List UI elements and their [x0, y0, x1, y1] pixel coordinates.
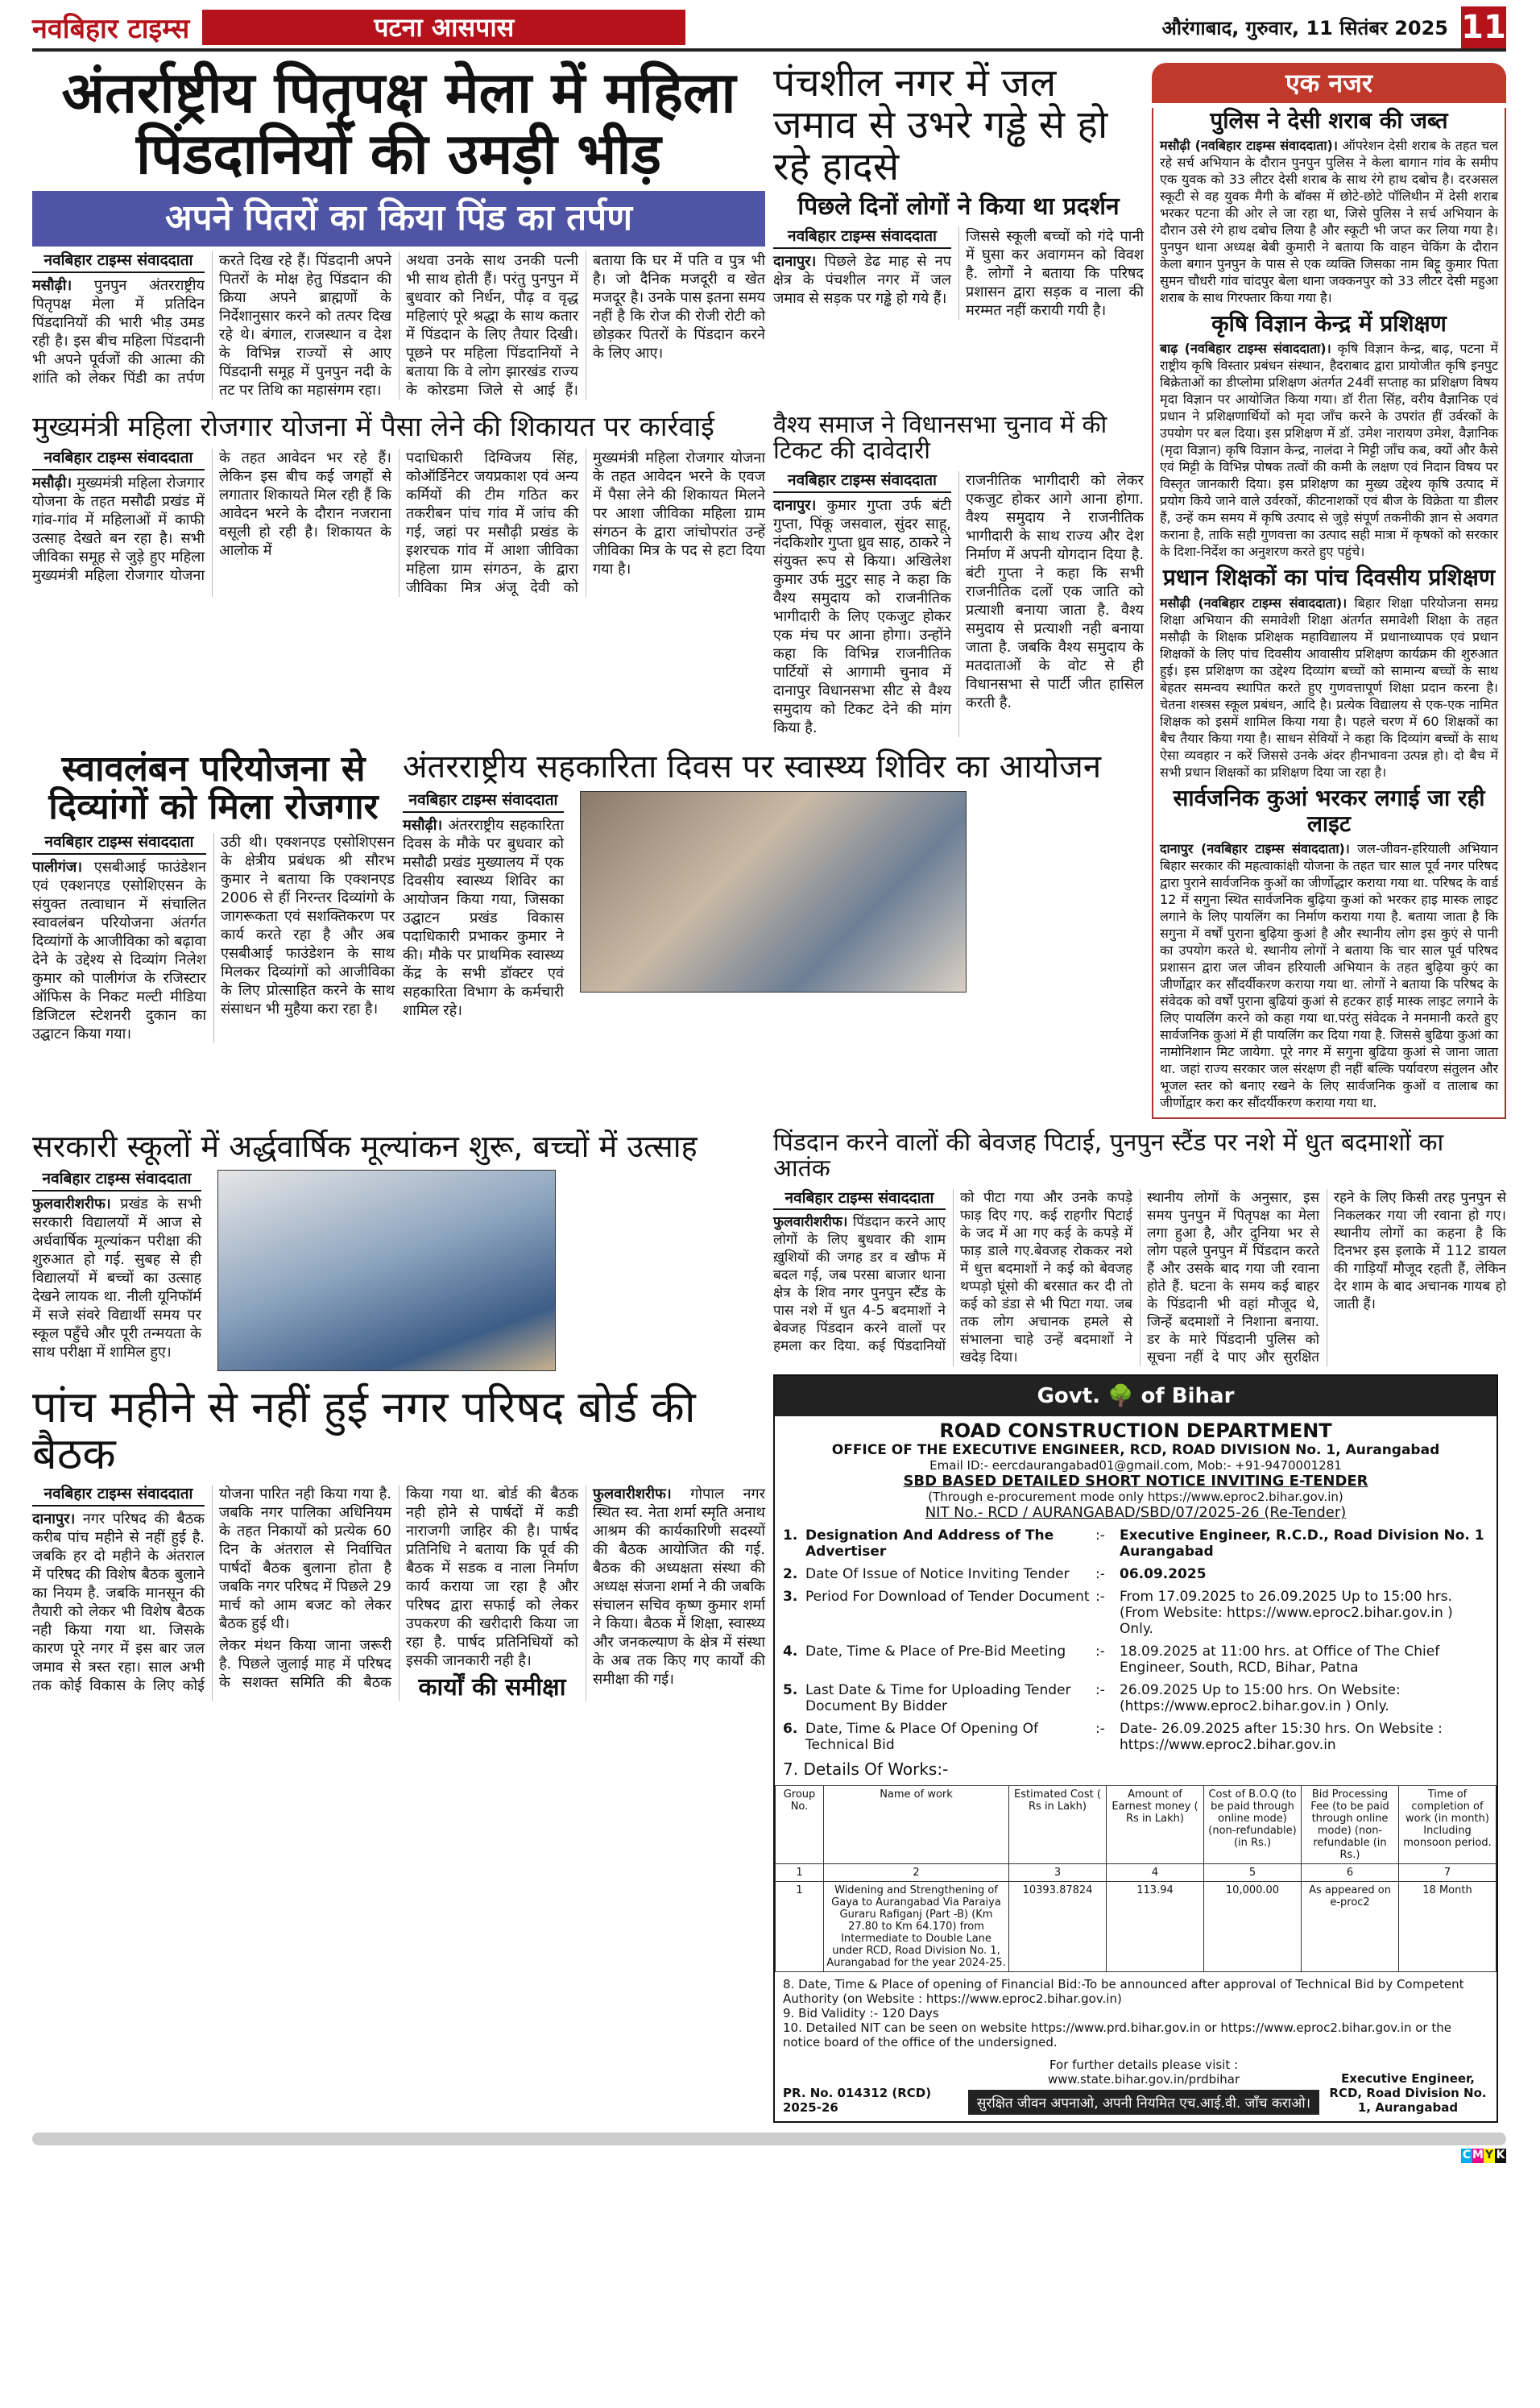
- brief-liquor-seized: [1153, 108, 1505, 306]
- dateline: फुलवारीशरीफ।: [593, 1485, 672, 1502]
- details-title: 7. Details Of Works:-: [783, 1759, 949, 1779]
- paragraph: बिहार शिक्षा परियोजना समग्र शिक्षा अभियान की समावेशी शिक्षा अंतर्गत समावेशी शिक्षा के तहत मसौढ़ी के शिक्षक प्रशिक्षक महाविद्यालय में प्रधानाध्यापक एवं प्रधान शिक्षकों के लिए पांच दिवसीय आवासीय प्रशिक्षण कार्यक्रम की शुरुआत हुई। इस प्रशिक्षण का उद्देश्य दिव्यांग बच्चों को सामान्य बच्चों के साथ बेहतर समन्वय स्थापित करते हुए गुणवत्तापूर्ण शिक्षा प्रदान करना है। चेतना शस्त्रस स्कूल प्रबंधन, आदि है। प्रत्येक विद्यालय से एक-एक नामित शिक्षक को इसमें शामिल किया गया है। पहले चरण में 60 शिक्षकों का बैच तैयार किया गया है। साधन सेवियों ने कहा कि दिव्यांग बच्चों के साथ ऐसा व्यवहार न करें जिससे उनके अंदर हीनभावना उत्पन्न हो। दो बैच में सभी प्रधान शिक्षकों का प्रशिक्षण दिया जा रहा है।: [1160, 595, 1498, 780]
- byline: नवबिहार टाइम्स संवाददाता: [403, 791, 564, 813]
- swavalamban-headline: स्वावलंबन परियोजना से दिव्यांगों को मिला रोजगार: [48, 748, 379, 828]
- bihar-text: of Bihar: [1141, 1383, 1235, 1408]
- dateline: मसौढ़ी।: [32, 276, 72, 294]
- paragraph: पदाधिकारी दिग्विजय सिंह, कोऑर्डिनेटर जयप्रकाश एवं अन्य कर्मियों की टीम गठित कर तकरीबन पांच गांव में जांच की गई, जहां पर मसौढ़ी प्रखंड के इशरचक गांव में आशा जीविका महिला ग्राम संगठन, के द्वारा जीविका मित्र अंजू देवी को मुख्यमंत्री महिला रोजगार योजना के तहत आवेदन भरने के एवज में पैसा लेने की शिकायत मिलने पर आशा जीविका महिला ग्राम संगठन के द्वारा जांचोपरांत उन्हें जीविका मित्र के पद से हटा दिया गया है।: [406, 449, 765, 596]
- vaishya-headline: वैश्य समाज ने विधानसभा चुनाव में की टिकट की दावेदारी: [773, 410, 1107, 466]
- dateline: बाढ़ (नवबिहार टाइम्स संवाददाता)।: [1160, 341, 1331, 357]
- paragraph: जिससे स्कूली बच्चों को गंदे पानी में घुसा कर अवागमन को विवश है. लोगों ने बताया कि परिषद प्रशासन द्वारा सड़क व नाला की मरम्मत नहीं करायी गयी है।: [966, 227, 1144, 319]
- cmyk-c: C: [1462, 2148, 1472, 2161]
- byline: नवबिहार टाइम्स संवाददाता: [773, 227, 951, 249]
- paragraph: राजनीतिक भागीदारी को लेकर एकजुट होकर आगे आना होगा. वैश्य समुदाय ने राजनीतिक भागीदारी के साथ राज्य और देश निर्माण में अपनी योगदान दिया है. बंटी गुप्ता ने कहा कि सभी राजनीतिक दलों एक जाति को प्रत्याशी बनाया जाता है. वैश्य समुदाय से प्रत्याशी नही बनाया जाता है. जबकि वैश्य समुदाय के मतदाताओं के वोट से ही विधानसभा से पार्टी जीत हासिल करती है.: [966, 471, 1144, 711]
- registration-bar: [32, 2132, 1506, 2145]
- cmyk-k: K: [1496, 2148, 1505, 2161]
- cmyk-m: M: [1472, 2148, 1484, 2161]
- brief-headline: कृषि विज्ञान केन्द्र में प्रशिक्षण: [1211, 310, 1447, 338]
- byline: नवबिहार टाइम्स संवाददाता: [32, 449, 205, 470]
- brief-headline: पुलिस ने देसी शराब की जब्त: [1210, 107, 1448, 134]
- brief-headline: सार्वजनिक कुआं भरकर लगाई जा रही लाइट: [1173, 784, 1485, 837]
- table-header-row: Group No. Name of work Estimated Cost ( Rs in Lakh) Amount of Earnest money ( Rs in Lakh) Cost of B.O.Q (to be paid through online mode) (non-refundable) (in Rs.) Bid Processing Fee (to be paid through online mode) (non-refundable (in Rs.) Time of completion of work (in month) Including monsoon period.: [776, 1785, 1497, 1863]
- nagar-parishad-story: [32, 1381, 765, 1701]
- signatory: Executive Engineer, RCD, Road Division No. 1, Aurangabad: [1329, 2070, 1487, 2115]
- rojgar-story: [32, 412, 765, 597]
- rojgar-body: [32, 449, 765, 597]
- paragraph: कृषि विज्ञान केन्द्र, बाढ़, पटना में राष्ट्रीय कृषि विस्तार प्रबंधन संस्थान, हैदराबाद द्वारा प्रायोजीत कृषि इनपुट बिक्रेताओं का डीप्लोमा प्रशिक्षण अंतर्गत 24वीं सप्ताह का प्रशिक्षण विषय मृदा विज्ञान पर आयोजित किया गया। डॉ रीता सिंह, वरीय वैज्ञानिक एवं प्रधान ने प्रशिक्षणार्थियों को मृदा जाँच करने के उपरांत हीं उर्वरकों के उपयोग पर बल दिया। इस प्रशिक्षण में डॉ. उमेश नारायण उमेश, वैज्ञानिक (मृदा विज्ञान) कृषि विज्ञान केन्द्र, नालंदा ने मिट्टी जाँच कब, क्यों और कैसे एवं मिट्टी के विभिन्न पोषक तत्वों की कमी के लक्षण एवं निदान विषय पर विस्तृत जानकारी दिया। इस प्रशिक्षण का मुख्य उद्देश्य कृषि उत्पाद में प्रयोग किये जाने वाले उर्वरकों, कीटनाशकों एवं बीज के विक्रेता या डीलर हैं, उन्हें कम समय में कृषि उत्पाद से जुड़े संपूर्ण तकनीकी ज्ञान से अवगत कराना है, ताकि सही गुणवत्ता का उत्पाद सही मात्रा में कृषकों को सरकार के दिशा-निर्देश का अनुशरण करते हुए पहुंचे।: [1160, 341, 1498, 560]
- panchsheel-story: [773, 60, 1144, 320]
- pindan-headline: पिंडदान करने वालों की बेवजह पिटाई, पुनपुन स्टैंड पर नशे में धुत बदमाशों का आतंक: [773, 1128, 1444, 1183]
- ek-nazar-column: [1152, 63, 1506, 1119]
- swavalamban-story: [32, 750, 395, 1043]
- tender-contact: Email ID:- eercdaurangabad01@gmail.com, Mob:- +91-9470001281: [929, 1457, 1342, 1473]
- school-headline: सरकारी स्कूलों में अर्द्धवार्षिक मूल्यांकन शुरू, बच्चों में उत्साह: [32, 1128, 698, 1164]
- brief-teacher-training: [1153, 565, 1505, 780]
- sahakarita-headline: अंतरराष्ट्रीय सहकारिता दिवस पर स्वास्थ्य शिविर का आयोजन: [403, 748, 1102, 785]
- section-title: पटना आसपास: [202, 10, 685, 45]
- row-2: [32, 412, 1144, 737]
- byline: नवबिहार टाइम्स संवाददाता: [773, 471, 951, 493]
- lead-story: [32, 60, 765, 400]
- panchsheel-subheadline: पिछले दिनों लोगों ने किया था प्रदर्शन: [797, 193, 1120, 222]
- pindan-body: [773, 1189, 1506, 1366]
- sahakarita-content: [403, 791, 1144, 1023]
- dateline: दानापुर।: [773, 496, 817, 514]
- byline: नवबिहार टाइम्स संवाददाता: [32, 1485, 205, 1507]
- byline: नवबिहार टाइम्स संवाददाता: [32, 1170, 201, 1192]
- nagar-parishad-body: [32, 1485, 765, 1701]
- tender-advertisement: [773, 1374, 1498, 2123]
- dateline: मसौढ़ी।: [32, 474, 72, 491]
- tender-mode: (Through e-procurement mode only https://www.eproc2.bihar.gov.in): [928, 1489, 1343, 1504]
- dateline: फुलवारीशरीफ।: [773, 1213, 848, 1230]
- tender-item: 2. Date Of Issue of Notice Inviting Tender :- 06.09.2025: [783, 1565, 1207, 1582]
- paragraph: प्रखंड के सभी सरकारी विद्यालयों में आज से अर्धवार्षिक मूल्यांकन परीक्षा की शुरुआत हो गई. सुबह से ही विद्यालयों में बच्चों का उत्साह देखने लायक था. नीली यूनिफॉर्म में सजे संवरे विद्यार्थी समय पर स्कूल पहुँचे और पूरी तन्मयता के साथ परीक्षा में शामिल हुए।: [32, 1195, 201, 1361]
- paragraph: जल-जीवन-हरियाली अभियान बिहार सरकार की महत्वाकांक्षी योजना के तहत चार साल पूर्व नगर परिषद द्वारा पुराने सार्वजनिक कुओं का जीर्णोद्धार कराया गया था. परिषद के वार्ड 12 में सगुना स्थित सार्वजनिक बुढ़िया कुआं को भरकर हाइ मास्क लाइट लगाने के लिए पायलिंग का निर्माण कराया गया है. बताया जाता है कि सगुना में वर्षों पुराना बुढ़िया कुआं है और स्थानीय लोग इस कुएं से पानी का उपयोग करते थे. स्थानीय लोगों ने बताया कि चार साल पूर्व परिषद प्रशासन द्वारा जल जीवन हरियाली अभियान के तहत बुढ़िया कुएं का जीर्णोद्वार कर सौंदर्यीकरण कराया गया था. लोगों ने बताया कि परिषद के संवेदक को वर्षों पुराना बुढियां कुआं से हटकर हाई मास्क लाइट लगाने के लिए पायलिंग करने को कहा गया था.परंतु संवेदक ने मनमानी करते हुए सार्वजनिक कुआं में ही पायलिंग कर दिया गया है. जिससे बुढिया कुआं का नामोनिशान मिट जायेगा. पूरे नगर में सगुना बुढिया कुआं से जाना जाता था. जहां राज्य सरकार जल संरक्षण ही नहीं बल्कि पर्यावरण संतुलन और भूजल स्तर को बनाए रखने के लिए सार्वजनिक कुओं व तालाब का जीर्णोद्वार करा कर सौंदर्यीकरण कराया गया था.: [1160, 840, 1498, 1110]
- lower-left-block: [32, 1130, 765, 1701]
- lower-right-block: [773, 1130, 1506, 2123]
- vaishya-body: [773, 471, 1144, 737]
- works-table: [775, 1785, 1497, 1972]
- tender-item: 6. Date, Time & Place Of Opening Of Technical Bid :- Date- 26.09.2025 after 15:30 hrs. On Website : https://www.eproc2.bihar.gov.in: [783, 1720, 1443, 1753]
- tender-item: 3. Period For Download of Tender Document :- From 17.09.2025 to 26.09.2025 Up to 15:00 hrs. (From Website: https://www.eproc2.bihar.gov.in ) Only.: [783, 1588, 1453, 1637]
- classroom-photo: [217, 1170, 556, 1371]
- edition-date: औरंगाबाद, गुरुवार, 11 सितंबर 2025: [1161, 16, 1448, 39]
- vaishya-story: [773, 412, 1144, 737]
- dateline: मसौढ़ी।: [403, 816, 443, 834]
- tender-item: 5. Last Date & Time for Uploading Tender Document By Bidder :- 26.09.2025 Up to 15:00 hrs. On Website: (https://www.eproc2.bihar.gov.in ) Only.: [783, 1681, 1401, 1714]
- paragraph: पुनपुन अंतरराष्ट्रीय पितृपक्ष मेला में प्रतिदिन पिंडदानियों की भारी भीड़ उमड रही है। इस बीच महिला पिंडदानी भी अपने पूर्वजों की आत्मा की शांति को लेकर पिंडी का तर्पण करते दिख रहे हैं। पिंडदानी अपने पितरों के मोक्ष हेतु पिंडदान की क्रिया अपने ब्राह्मणों के निर्देशानुसार करने को तत्पर दिख रहे थे। बंगाल, राजस्थान व देश के विभिन्न राज्यों से आए पिंडदानी समूह में पुनपुन नदी के तट पर तिथि का महासंगम रहा।: [32, 251, 391, 399]
- tender-note: 10. Detailed NIT can be seen on website https://www.prd.bihar.gov.in or https://www.eproc2.bihar.gov.in or the notice board of the office of the undersigned.: [783, 2020, 1451, 2049]
- cmyk-y: Y: [1484, 2148, 1494, 2161]
- paragraph: मुख्यमंत्री महिला रोजगार योजना के तहत मसौढी प्रखंड में गांव-गांव में महिलाओं में काफी उत्साह देखते बन रहा है। सभी जीविका समूह से जुड़े हुए महिला मुख्यमंत्री महिला रोजगार योजना के तहत आवेदन भर रहे हैं। लेकिन इस बीच कई जगहों से लगातार शिकायते मिल रही हैं कि आवेदन भरने के दौरान नजराना वसूली हो रही है। शिकायत के आलोक में: [32, 449, 391, 584]
- paragraph: कुमार गुप्ता उर्फ बंटी गुप्ता, पिंकू जसवाल, सुंदर साहू, नंदकिशोर गुप्ता ध्रुव साह, ठाकरे ने संयुक्त रूप से किया। अखिलेश कुमार उर्फ मुटुर साह ने कहा कि वैश्य समुदाय को राजनीतिक भागीदारी के लिए एकजुट होकर एक मंच पर आना होगा। उन्होंने कहा कि विभिन्न राजनीतिक पार्टियों से आगामी चुनाव में दानापुर विधानसभा सीट से वैश्य समुदाय को टिकट देने की मांग किया है.: [773, 496, 951, 736]
- tender-note: 9. Bid Validity :- 120 Days: [783, 2005, 939, 2020]
- newspaper-logo: नवबिहार टाइम्स: [32, 13, 190, 45]
- dateline: दानापुर।: [773, 252, 817, 270]
- byline: नवबिहार टाइम्स संवाददाता: [32, 251, 205, 273]
- lower-band: [32, 1130, 1506, 2123]
- page-number: 11: [1461, 6, 1506, 48]
- school-content: [32, 1170, 765, 1371]
- ek-nazar-label: एक नजर: [1152, 63, 1506, 103]
- lead-story-body: [32, 251, 765, 400]
- paragraph: पिछले डेढ माह से नप क्षेत्र के पंचशील नगर में जल जमाव से सड़क पर गड्ढे हो गये हैं।: [773, 252, 951, 307]
- panchsheel-headline: पंचशील नगर में जल जमाव से उभरे गड्ढे से हो रहे हादसे: [773, 60, 1108, 189]
- dateline: दानापुर (नवबिहार टाइम्स संवाददाता)।: [1160, 840, 1350, 856]
- byline: नवबिहार टाइम्स संवाददाता: [773, 1189, 946, 1210]
- tender-title: SBD BASED DETAILED SHORT NOTICE INVITING E-TENDER: [903, 1472, 1368, 1490]
- table-index-row: 1 2 3 4 5 6 7: [776, 1863, 1497, 1881]
- brief-headline: प्रधान शिक्षकों का पांच दिवसीय प्रशिक्षण: [1162, 564, 1496, 591]
- tender-item: 4. Date, Time & Place of Pre-Bid Meeting :- 18.09.2025 at 11:00 hrs. at Office of The Chief Engineer, South, RCD, Bihar, Patna: [783, 1643, 1440, 1676]
- lead-headline: अंतर्राष्ट्रीय पितृपक्ष मेला में महिला पिंडदानियों की उमड़ी भीड़: [61, 60, 736, 187]
- rojgar-headline: मुख्यमंत्री महिला रोजगार योजना में पैसा लेने की शिकायत पर कार्रवाई: [32, 410, 714, 443]
- table-row: 1 Widening and Strengthening of Gaya to Aurangabad Via Paraiya Guraru Rafiganj (Part -B) (Km 27.80 to Km 64.170) from Intermediate to Double Lane under RCD, Road Division No. 1, Aurangabad for the year 2024-25. 10393.87824 113.94 10,000.00 As appeared on e-proc2 18 Month: [776, 1881, 1497, 1971]
- byline: नवबिहार टाइम्स संवाददाता: [32, 833, 206, 855]
- paragraph: पिंडदान करने आए लोगों के लिए बुधवार की शाम ख़ुशियों की जगह डर व खौफ में बदल गई, जब परसा बाजार थाना क्षेत्र के शिव नगर पुनपुन स्टैंड के पास नशे में धुत 4-5 बदमाशों ने बेवजह पिंडदान करने वालों पर हमला कर दिया. कई पिंडदानियों को पीटा गया और उनके कपड़े फाड़ दिए गए. कई राहगीर पिटाई के जद में आ गए कई के कपड़े में फाड़ डाले गए.बेवजह रोककर नशे में धुत्त बदमाशों ने कई को बेवजह थप्पड़ो घूंसो की बरसात कर दी तो कई को डंडा से भी पिटा गया. जब तक लोग अचानक हमले से संभालना चाहे उन्हें बदमाशों ने खदेड़ दिया।: [773, 1189, 1132, 1366]
- paragraph: एसबीआई फाउंडेशन एवं एक्शनएड एसोशिएसन के संयुक्त तत्वाधान में संचालित स्वावलंबन परियोजना अंतर्गत दिव्यांगों के आजीविका को बढ़ावा देने के उद्देश्य से दिव्यांग निलेश कुमार को पालीगंज के रजिस्टार ऑफिस के निकट मल्टी मीडिया डिजिटल स्टेशनरी दुकान का उद्घाटन किया गया।: [32, 858, 206, 1042]
- dateline: पालीगंज।: [32, 858, 83, 876]
- review-subheadline: कार्यों की समीक्षा: [418, 1672, 566, 1701]
- sahakarita-body: [403, 791, 564, 1023]
- swavalamban-body: [32, 833, 395, 1043]
- paragraph: अथवा उनके साथ उनकी पत्नी भी साथ होती हैं। परंतु पुनपुन में बुधवार को निर्धन, पौढ़ व वृद्ध महिलाएं पूरे श्रद्धा के साथ कतार में पिंडदान के लिए तैयार दिखी। पूछने पर महिला पिंडदानियों ने बताया कि वे लोग झारखंड राज्य के कोरडमा जिले से आई हैं। बताया कि घर में पति व पुत्र भी है। जो दैनिक मजदूरी व खेत मजदूर है। उनके पास इतना समय नहीं है कि रोज की रोजी रोटी को छोड़कर पितरों के पिंडदान करने के लिए आए।: [406, 251, 765, 399]
- school-body: [32, 1170, 201, 1365]
- paragraph: उठी थी। एक्शनएड एसोशिएसन के क्षेत्रीय प्रबंधक श्री सौरभ कुमार ने बताया कि एक्शनएड 2006 से हीं निरन्तर दिव्यांगो के जागरूकता एवं सशक्तिकरण पर कार्य करते रहा है और अब एसबीआई फाउंडेशन के साथ मिलकर दिव्यांगों को आजीविका के लिए प्रोत्साहित करने के साथ संसाधन भी मुहैया करा रहा है।: [221, 833, 395, 1017]
- panchsheel-body: [773, 227, 1144, 320]
- upper-left-block: [32, 60, 1144, 1043]
- govt-bihar-header: [775, 1376, 1497, 1416]
- tender-signoff: [775, 2054, 1497, 2121]
- dateline: फुलवारीशरीफ।: [32, 1195, 111, 1212]
- dateline: मसौढ़ी (नवबिहार टाइम्स संवाददाता)।: [1160, 138, 1338, 154]
- pr-number: PR. No. 014312 (RCD) 2025-26: [783, 2085, 932, 2115]
- cmyk-marks: [32, 2149, 1506, 2163]
- school-story: [32, 1130, 765, 1371]
- tender-office: OFFICE OF THE EXECUTIVE ENGINEER, RCD, ROAD DIVISION No. 1, Aurangabad: [831, 1441, 1440, 1458]
- paragraph: गोपाल नगर स्थित स्व. नेता शर्मा स्मृति अनाथ आश्रम की कार्यकारिणी सदस्यों की बैठक आयोजित की गई. बैठक की अध्यक्षता संस्था की अध्यक्ष संजना शर्मा ने की जबकि संचालन सचिव कृष्ण कुमार शर्मा ने किया। बैठक में शिक्षा, स्वास्थ्य और जनकल्याण के क्षेत्र में संस्था के अब तक किए गए कार्यों की समीक्षा की गई।: [593, 1485, 765, 1688]
- dateline: दानापुर।: [32, 1510, 76, 1527]
- tender-note: 8. Date, Time & Place of opening of Financial Bid:-To be announced after approval of Technical Bid by Competent Authority (on Website : https://www.eproc2.bihar.gov.in): [783, 1976, 1464, 2006]
- row-3: [32, 750, 1144, 1043]
- govt-text: Govt.: [1037, 1383, 1101, 1408]
- sahakarita-story: [403, 750, 1144, 1023]
- paragraph: स्थानीय लोगों के अनुसार, इस समय पुनपुन में पितृपक्ष का मेला लगा हुआ है, और दुनिया भर से लोग पहले पुनपुन में पिंडदान करते हैं और उसके बाद गया जी रवाना होते हैं. घटना के समय कई बाहर के पिंडदानी भी वहां मौजूद थे, जिन्हें बदमाशों ने निशाना बनाया. डर के मारे पिंडदानी पुलिस को सूचना नहीं दे पाए और सुरक्षित रहने के लिए किसी तरह पुनपुन से निकलकर गया जी रवाना हो गए। स्थानीय लोगों का कहना है कि दिनभर इस इलाके में 112 डायल की गाड़ियाँ मौजूद रहती हैं, लेकिन देर शाम के बाद अचानक गायब हो जाती हैं।: [1147, 1189, 1506, 1366]
- tender-nit-number: NIT No.- RCD / AURANGABAD/SBD/07/2025-26 (Re-Tender): [925, 1503, 1347, 1521]
- tender-item: 1. Designation And Address of The Advertiser :- Executive Engineer, R.C.D., Road Division No. 1 Aurangabad: [783, 1527, 1484, 1560]
- lead-banner: अपने पितरों का किया पिंड का तर्पण: [32, 191, 765, 247]
- bihar-emblem-icon: 🌳: [1107, 1383, 1134, 1408]
- masthead: [32, 6, 1506, 52]
- health-camp-photo: [580, 791, 967, 993]
- nagar-parishad-headline: पांच महीने से नहीं हुई नगर परिषद बोर्ड की बैठक: [32, 1381, 696, 1480]
- tender-department: ROAD CONSTRUCTION DEPARTMENT: [939, 1419, 1332, 1442]
- upper-band: [32, 60, 1506, 1119]
- brief-krishi-training: [1153, 311, 1505, 560]
- row-1: [32, 60, 1144, 400]
- paragraph: नगर परिषद की बैठक करीब पांच महीने से नहीं हुई है. जबकि हर दो महीने के अंतराल में परिषद की विशेष बैठक बुलाने का नियम है. जबकि मानसून की तैयारी को लेकर भी विशेष बैठक नही किया गया था. जिसके कारण पूरे नगर में इस बार जल जमाव से त्रस्त रहा। साल अभी तक कोई विकास के लिए कोई योजना पारित नही किया गया है. जबकि नगर पालिका अधिनियम के तहत निकायों को प्रत्येक 60 दिन के अंतराल से निर्वाचित पार्षदों बैठक बुलाना होता है जबकि नगर परिषद में पिछले 29 मार्च को आम बजट को लेकर बैठक हुई थी।: [32, 1485, 391, 1694]
- ek-nazar-box: [1152, 108, 1506, 1119]
- paragraph: लेकर मंथन किया जाना जरूरी है. पिछले जुलाई माह में परिषद के सशक्त समिति की बैठक किया गया था. बोर्ड की बैठक नही होने से पार्षदों में कडी नाराजगी जाहिर की है। पार्षद प्रतिनिधि ने बताया कि पूर्व की बैठक में सडक व नाला निर्माण कार्य कराया जा रहा है और परिषद द्वारा सफाई को लेकर उपकरण की खरीदारी किया जा रहा है. पार्षद प्रतिनिधियों को इसकी जानकारी नही है।: [219, 1485, 578, 1691]
- brief-well-filled: [1153, 785, 1505, 1111]
- dateline: मसौढ़ी (नवबिहार टाइम्स संवाददाता)।: [1160, 595, 1348, 611]
- pindan-story: [773, 1130, 1506, 1366]
- further-details: For further details please visit : www.state.bihar.gov.in/prdbihar: [1047, 2057, 1240, 2087]
- paragraph: अंतरराष्ट्रीय सहकारिता दिवस के मौके पर बुधवार को मसौढी प्रखंड मुख्यालय में एक दिवसीय स्वास्थ्य शिविर का आयोजन किया गया, जिसका उद्घाटन प्रखंड विकास पदाधिकारी प्रभाकर कुमार ने की। मौके पर प्राथमिक स्वास्थ्य केंद्र के सभी डॉक्टर एवं सहकारिता विभाग के कर्मचारी शामिल रहे।: [403, 816, 564, 1019]
- hiv-slogan: सुरक्षित जीवन अपनाओ, अपनी नियमित एच.आई.वी. जाँच कराओ।: [968, 2090, 1319, 2115]
- paragraph: ऑपरेशन देसी शराब के तहत चल रहे सर्च अभियान के दौरान पुनपुन पुलिस ने केला बागान गांव के समीप एक युवक को 33 लीटर देसी शराब के साथ रंगे हाथ दबोच है। दरअसल स्कूटी से वह युवक मैगी के बॉक्स में छोटे-छोटे पॉलिथीन में देसी शराब भरकर पटना की ओर ले जा रहा था, जिसे पुलिस ने सर्च अभियान के दौरान उसे रंगे हाथ दबोच लिया है और स्कूटी भी जप्त कर लिया गया है। पुनपुन थाना अध्यक्ष बेबी कुमारी ने बताया कि वाहन चेकिंग के दौरान केला बगान पुनपुन के पास से एक व्यक्ति जिसका नाम बिट्टू कुमार पिता सुमन चौधरी गांव चांदपुर बेला थाना जक्कनपुर को 33 लीटर देसी महुआ शराब के साथ गिरफ्तार किया गया है।: [1160, 138, 1498, 306]
